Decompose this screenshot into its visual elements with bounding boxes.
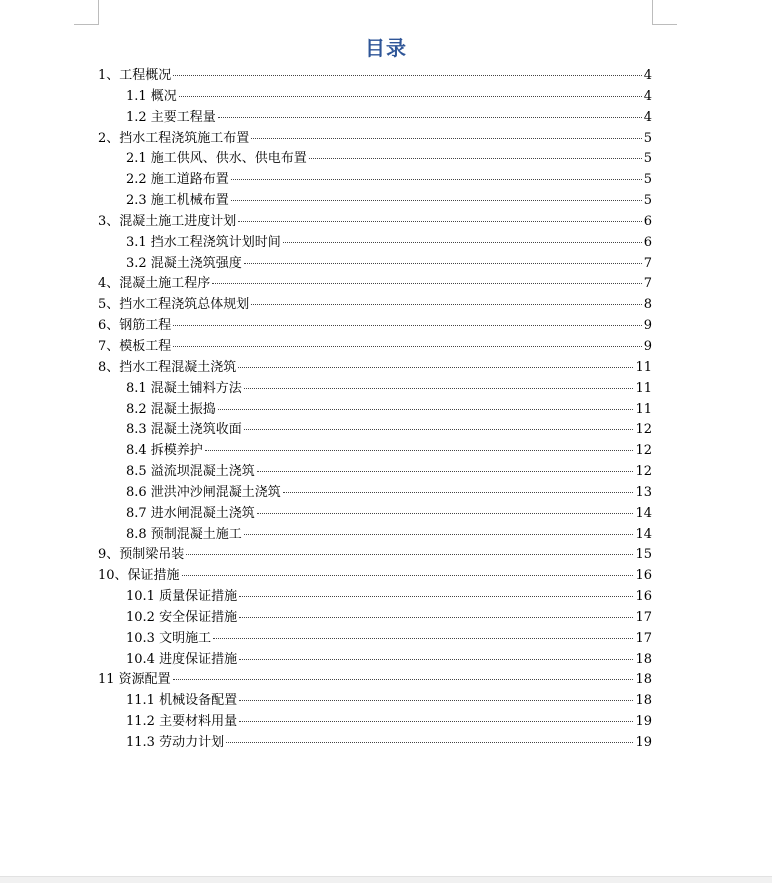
toc-entry-title: 8.3 混凝土浇筑收面 bbox=[126, 422, 242, 438]
toc-entry-title: 8、挡水工程混凝土浇筑 bbox=[98, 359, 237, 375]
toc-entry[interactable] bbox=[98, 712, 652, 733]
toc-dot-leader bbox=[239, 659, 633, 660]
toc-dot-leader bbox=[239, 617, 633, 618]
toc-entry-title: 6、钢筋工程 bbox=[98, 318, 172, 334]
toc-page-number: 6 bbox=[643, 234, 652, 250]
toc-entry-title: 3、混凝土施工进度计划 bbox=[98, 213, 237, 229]
toc-entry[interactable] bbox=[98, 441, 652, 462]
toc-entry-title: 8.8 预制混凝土施工 bbox=[126, 526, 242, 542]
toc-entry-title: 10.1 质量保证措施 bbox=[126, 589, 238, 605]
toc-page-number: 12 bbox=[635, 464, 652, 480]
toc-entry-title: 3.1 挡水工程浇筑计划时间 bbox=[126, 234, 281, 250]
toc-entry[interactable] bbox=[98, 337, 652, 358]
toc-dot-leader bbox=[309, 158, 642, 159]
toc-entry-title: 8.6 泄洪冲沙闸混凝土浇筑 bbox=[126, 484, 281, 500]
toc-page-number: 17 bbox=[635, 630, 652, 646]
toc-dot-leader bbox=[231, 200, 642, 201]
toc-entry[interactable] bbox=[98, 212, 652, 233]
toc-entry[interactable] bbox=[98, 420, 652, 441]
toc-entry-title: 3.2 混凝土浇筑强度 bbox=[126, 255, 242, 271]
toc-dot-leader bbox=[173, 75, 641, 76]
toc-dot-leader bbox=[179, 96, 642, 97]
toc-entry[interactable] bbox=[98, 66, 652, 87]
toc-entry[interactable] bbox=[98, 254, 652, 275]
toc-page-number: 14 bbox=[635, 505, 652, 521]
toc-page-number: 13 bbox=[635, 484, 652, 500]
toc-page-number: 12 bbox=[635, 443, 652, 459]
toc-dot-leader bbox=[239, 596, 633, 597]
toc-page-number: 4 bbox=[643, 68, 652, 83]
toc-dot-leader bbox=[231, 179, 642, 180]
toc-dot-leader bbox=[239, 700, 633, 701]
toc-entry[interactable] bbox=[98, 587, 652, 608]
toc-entry[interactable] bbox=[98, 149, 652, 170]
page-title: 目录 bbox=[365, 36, 407, 60]
toc-dot-leader bbox=[213, 638, 633, 639]
crop-mark-top-right-vertical bbox=[652, 0, 653, 24]
toc-dot-leader bbox=[239, 721, 633, 722]
toc-page-number: 9 bbox=[643, 338, 652, 354]
toc-dot-leader bbox=[283, 492, 634, 493]
toc-page-number: 17 bbox=[635, 609, 652, 625]
toc-entry[interactable] bbox=[98, 670, 652, 691]
toc-entry[interactable] bbox=[98, 691, 652, 712]
toc-page-number: 7 bbox=[643, 276, 652, 292]
toc-page-number: 11 bbox=[635, 401, 652, 417]
toc-page-number: 11 bbox=[635, 359, 652, 375]
toc-entry-title: 8.7 进水闸混凝土浇筑 bbox=[126, 505, 255, 521]
toc-page-number: 4 bbox=[643, 88, 652, 104]
toc-page-number: 19 bbox=[635, 714, 652, 730]
toc-dot-leader bbox=[226, 742, 633, 743]
toc-entry[interactable] bbox=[98, 358, 652, 379]
toc-entry[interactable] bbox=[98, 462, 652, 483]
toc-entry[interactable] bbox=[98, 87, 652, 108]
toc-entry[interactable] bbox=[98, 525, 652, 546]
toc-dot-leader bbox=[218, 117, 642, 118]
toc-entry[interactable] bbox=[98, 129, 652, 150]
toc-entry[interactable] bbox=[98, 545, 652, 566]
toc-entry-title: 10.4 进度保证措施 bbox=[126, 651, 238, 667]
toc-dot-leader bbox=[173, 679, 634, 680]
toc-dot-leader bbox=[186, 554, 633, 555]
page-bottom-edge bbox=[0, 876, 772, 883]
toc-page-number: 5 bbox=[643, 193, 652, 209]
toc-dot-leader bbox=[257, 471, 634, 472]
toc-entry[interactable] bbox=[98, 566, 652, 587]
toc-entry[interactable] bbox=[98, 629, 652, 650]
toc-entry-title: 7、模板工程 bbox=[98, 338, 172, 354]
crop-mark-top-left-horizontal bbox=[74, 24, 99, 25]
toc-page-number: 6 bbox=[643, 213, 652, 229]
toc-entry-title: 1.2 主要工程量 bbox=[126, 109, 216, 125]
toc-dot-leader bbox=[238, 367, 633, 368]
toc-page-number: 11 bbox=[635, 380, 652, 396]
toc-entry-title: 11.3 劳动力计划 bbox=[126, 735, 225, 750]
toc-page-number: 8 bbox=[643, 297, 652, 313]
crop-mark-top-right-horizontal bbox=[652, 24, 677, 25]
toc-entry-title: 8.2 混凝土振捣 bbox=[126, 401, 216, 417]
toc-page-number: 12 bbox=[635, 422, 652, 438]
toc-entry-title: 10、保证措施 bbox=[98, 568, 180, 584]
toc-dot-leader bbox=[283, 242, 642, 243]
toc-entry-title: 10.2 安全保证措施 bbox=[126, 609, 238, 625]
toc-dot-leader bbox=[182, 575, 634, 576]
toc-page-number: 14 bbox=[635, 526, 652, 542]
table-of-contents bbox=[98, 66, 652, 754]
toc-entry[interactable] bbox=[98, 733, 652, 754]
toc-dot-leader bbox=[257, 513, 634, 514]
toc-page-number: 16 bbox=[635, 589, 652, 605]
toc-entry[interactable] bbox=[98, 191, 652, 212]
toc-entry-title: 4、混凝土施工程序 bbox=[98, 276, 211, 292]
toc-entry-title: 9、预制梁吊装 bbox=[98, 547, 185, 563]
toc-entry[interactable] bbox=[98, 108, 652, 129]
toc-entry[interactable] bbox=[98, 608, 652, 629]
toc-entry[interactable] bbox=[98, 316, 652, 337]
toc-dot-leader bbox=[244, 534, 634, 535]
toc-page-number: 15 bbox=[635, 547, 652, 563]
toc-dot-leader bbox=[251, 138, 641, 139]
toc-dot-leader bbox=[251, 304, 641, 305]
toc-entry[interactable] bbox=[98, 650, 652, 671]
toc-entry-title: 10.3 文明施工 bbox=[126, 630, 212, 646]
toc-entry-title: 8.5 溢流坝混凝土浇筑 bbox=[126, 464, 255, 480]
toc-entry[interactable] bbox=[98, 504, 652, 525]
toc-page-number: 5 bbox=[643, 130, 652, 146]
toc-page-number: 18 bbox=[635, 651, 652, 667]
toc-entry[interactable] bbox=[98, 483, 652, 504]
toc-entry[interactable] bbox=[98, 274, 652, 295]
toc-entry-title: 8.4 拆模养护 bbox=[126, 443, 203, 459]
toc-dot-leader bbox=[205, 450, 634, 451]
toc-entry-title: 2.3 施工机械布置 bbox=[126, 193, 229, 209]
toc-entry[interactable] bbox=[98, 400, 652, 421]
toc-dot-leader bbox=[244, 388, 634, 389]
toc-entry-title: 11.1 机械设备配置 bbox=[126, 693, 238, 709]
toc-entry[interactable] bbox=[98, 295, 652, 316]
toc-dot-leader bbox=[212, 283, 641, 284]
toc-page-number: 4 bbox=[643, 109, 652, 125]
crop-mark-top-left-vertical bbox=[98, 0, 99, 24]
toc-entry-title: 1.1 概况 bbox=[126, 88, 177, 104]
toc-entry[interactable] bbox=[98, 170, 652, 191]
toc-entry-title: 8.1 混凝土铺料方法 bbox=[126, 380, 242, 396]
toc-page-number: 9 bbox=[643, 318, 652, 334]
toc-page-number: 5 bbox=[643, 172, 652, 188]
toc-entry-title: 11 资源配置 bbox=[98, 672, 171, 688]
toc-dot-leader bbox=[173, 325, 641, 326]
toc-dot-leader bbox=[244, 429, 634, 430]
toc-entry-title: 2.1 施工供风、供水、供电布置 bbox=[126, 151, 307, 167]
toc-page-number: 18 bbox=[635, 672, 652, 688]
toc-dot-leader bbox=[238, 221, 641, 222]
toc-entry-title: 1、工程概况 bbox=[98, 68, 172, 83]
toc-entry-title: 5、挡水工程浇筑总体规划 bbox=[98, 297, 250, 313]
toc-entry[interactable] bbox=[98, 233, 652, 254]
toc-entry-title: 11.2 主要材料用量 bbox=[126, 714, 238, 730]
toc-entry-title: 2、挡水工程浇筑施工布置 bbox=[98, 130, 250, 146]
toc-entry-title: 2.2 施工道路布置 bbox=[126, 172, 229, 188]
toc-page-number: 19 bbox=[635, 735, 652, 750]
toc-page-number: 7 bbox=[643, 255, 652, 271]
toc-dot-leader bbox=[173, 346, 641, 347]
toc-dot-leader bbox=[244, 263, 642, 264]
toc-dot-leader bbox=[218, 409, 634, 410]
toc-page-number: 5 bbox=[643, 151, 652, 167]
toc-page-number: 16 bbox=[635, 568, 652, 584]
toc-entry[interactable] bbox=[98, 379, 652, 400]
toc-page-number: 18 bbox=[635, 693, 652, 709]
